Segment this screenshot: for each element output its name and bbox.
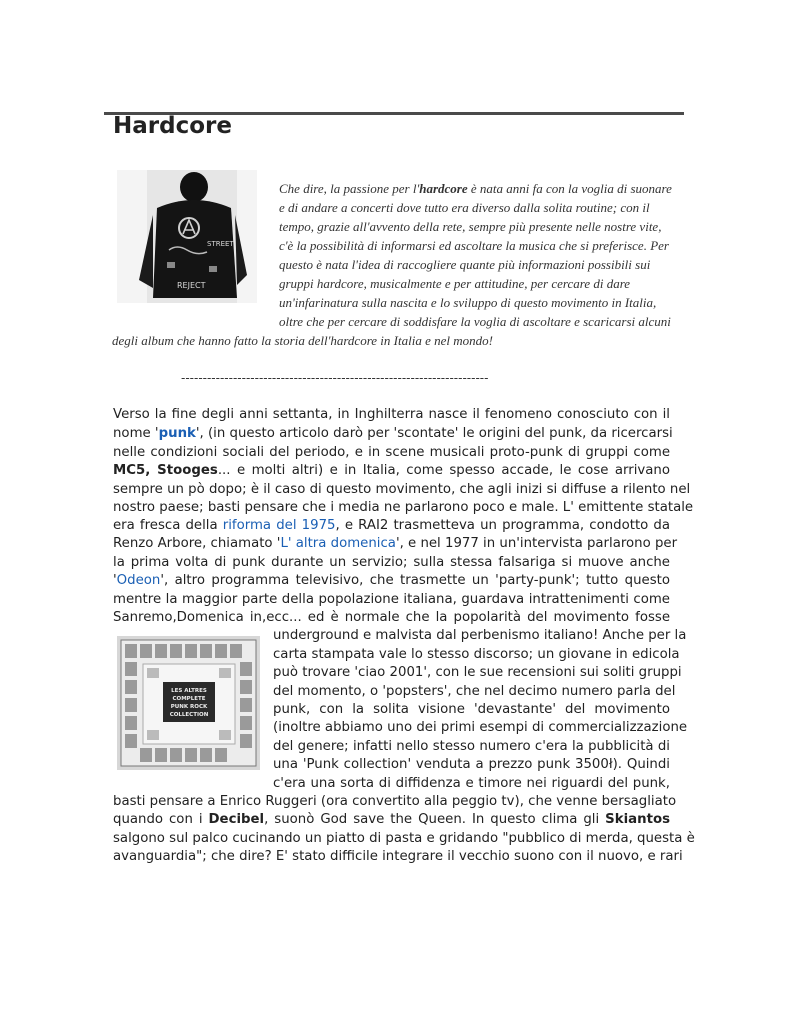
body-line-17: punk, con la solita visione 'devastante' del movimento	[273, 702, 670, 717]
body-line-5: sempre un pò dopo; è il caso di questo movimento, che agli inizi si diffuse a rilento nel	[113, 482, 691, 497]
intro-line-4: c'è la possibilità di informarsi ed ascoltare la musica che si preferisce. Per	[279, 238, 669, 253]
page-title: Hardcore	[113, 113, 232, 139]
body-line-7: era fresca della riforma del 1975, e RAI2 trasmetteva un programma, condotto da	[113, 518, 671, 533]
intro-line-3: tempo, grazie all'avvento della rete, sempre più presente nelle nostre vite,	[279, 219, 662, 234]
mc5-stooges-bold: MC5, Stooges	[113, 463, 218, 478]
body-line-23: quando con i Decibel, suonò God save the Queen. In questo clima gli Skiantos	[113, 812, 670, 827]
body-line-20: una 'Punk collection' venduta a prezzo punk 3500ł). Quindi	[273, 757, 670, 772]
riforma-1975-link[interactable]: riforma del 1975	[222, 518, 336, 533]
body-line-6: nostro paese; basti pensare che i media ne parlarono poco e male. L' emittente statale	[113, 500, 694, 515]
body-line-18: (inoltre abbiamo uno dei primi esempi di commercializzazione	[273, 720, 688, 735]
body-line-3: nelle condizioni sociali del periodo, e in scene musicali proto-punk di gruppi come	[113, 445, 670, 460]
intro-line-5: questo è nata l'idea di raccogliere quante più informazioni possibili sui	[279, 257, 651, 272]
board-text-4: COLLECTION	[169, 712, 209, 718]
intro-line-2: e di andare a concerti dove tutto era diverso dalla solita routine; con il	[279, 200, 650, 215]
body-line-22: basti pensare a Enrico Ruggeri (ora convertito alla peggio tv), che venne bersagliato	[113, 794, 677, 809]
body-line-21: c'era una sorta di diffidenza e timore nei riguardi del punk,	[273, 776, 670, 791]
body-line-14: carta stampata vale lo stesso discorso; un giovane in edicola	[273, 647, 680, 662]
board-text-2: COMPLETE	[172, 696, 206, 702]
body-line-1: Verso la fine degli anni settanta, in Inghilterra nasce il fenomeno conosciuto con il	[113, 407, 670, 422]
body-line-16: del momento, o 'popsters', che nel decimo numero parla del	[273, 684, 676, 699]
body-line-9: la prima volta di punk durante un servizio; sulla stessa falsariga si muove anche	[113, 555, 670, 570]
skiantos-bold: Skiantos	[605, 812, 670, 827]
body-line-13: underground e malvista dal perbenismo italiano! Anche per la	[273, 628, 687, 643]
body-line-2: nome 'punk', (in questo articolo darò per 'scontate' le origini del punk, da ricercarsi	[113, 426, 673, 441]
body-line-25: avanguardia"; che dire? E' stato difficile integrare il vecchio suono con il nuovo, e rari	[113, 849, 683, 864]
punk-collection-board-photo	[117, 636, 260, 770]
board-text-3: PUNK ROCK	[170, 704, 208, 710]
punk-jacket-photo	[117, 170, 257, 303]
body-line-24: salgono sul palco cucinando un piatto di pasta e gridando "pubblico di merda, questa è	[113, 831, 695, 846]
dashed-separator: -----------------------------------------------------------------------	[181, 371, 489, 385]
intro-line-8: oltre che per cercare di soddisfare la voglia di ascoltare e scaricarsi alcuni	[279, 314, 671, 329]
decibel-bold: Decibel	[208, 812, 265, 827]
body-line-12: Sanremo,Domenica in,ecc... ed è normale che la popolarità del movimento fosse	[113, 610, 670, 625]
body-line-10: 'Odeon', altro programma televisivo, che trasmette un 'party-punk'; tutto questo	[113, 573, 670, 588]
body-line-8: Renzo Arbore, chiamato 'L' altra domenica', e nel 1977 in un'intervista parlarono per	[113, 536, 678, 551]
body-line-19: del genere; infatti nello stesso numero c'era la pubblicità di	[273, 739, 670, 754]
jacket-text-street: STREET	[207, 240, 234, 248]
body-line-11: mentre la maggior parte della popolazione italiana, guardava intrattenimenti come	[113, 592, 670, 607]
intro-line-1: Che dire, la passione per l'hardcore è nata anni fa con la voglia di suonare	[279, 181, 672, 196]
body-line-15: può trovare 'ciao 2001', con le sue recensioni sui soliti gruppi	[273, 665, 682, 680]
body-line-4: MC5, Stooges... e molti altri) e in Italia, come spesso accade, le cose arrivano	[113, 463, 670, 478]
intro-line-7: un'infarinatura sulla nascita e lo sviluppo di questo movimento in Italia,	[279, 295, 657, 310]
jacket-text-reject: REJECT	[177, 281, 206, 290]
board-text-1: LES ALTRES	[171, 688, 207, 694]
punk-link[interactable]: punk	[158, 426, 196, 441]
intro-line-9: degli album che hanno fatto la storia dell'hardcore in Italia e nel mondo!	[112, 333, 493, 348]
intro-hardcore-bold: hardcore	[419, 181, 468, 196]
intro-line-6: gruppi hardcore, musicalmente e per attitudine, per cercare di dare	[279, 276, 631, 291]
altra-domenica-link[interactable]: L' altra domenica	[280, 536, 396, 551]
odeon-link[interactable]: Odeon	[116, 573, 161, 588]
